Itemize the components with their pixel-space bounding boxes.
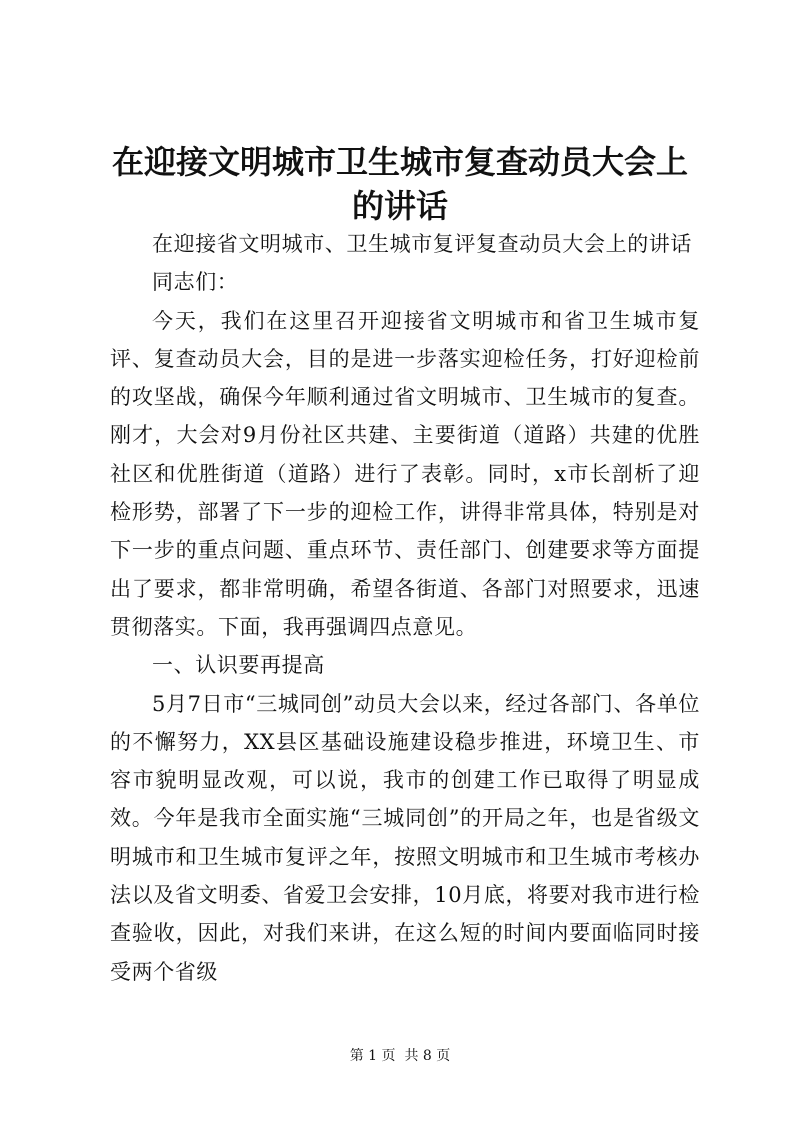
- body-paragraph: 5月7日市“三城同创”动员大会以来，经过各部门、各单位的不懈努力，XX县区基础设施建设稳步推进，环境卫生、市容市貌明显改观，可以说，我市的创建工作已取得了明显成效。今年是我市全面实施“三城同创”的开局之年，也是省级文明城市和卫生城市复评之年，按照文明城市和卫生城市考核办法以及省文明委、省爱卫会安排，10月底，将要对我市进行检查验收，因此，对我们来讲，在这么短的时间内要面临同时接受两个省级: [110, 691, 700, 984]
- page-number: 第 1 页 共 8 页: [349, 1048, 451, 1064]
- body-paragraph: 今天，我们在这里召开迎接省文明城市和省卫生城市复评、复查动员大会，目的是进一步落实迎检任务，打好迎检前的攻坚战，确保今年顺利通过省文明城市、卫生城市的复查。刚才，大会对9月份社区共建、主要街道（道路）共建的优胜社区和优胜街道（道路）进行了表彰。同时，x市长剖析了迎检形势，部署了下一步的迎检工作，讲得非常具体，特别是对下一步的重点问题、重点环节、责任部门、创建要求等方面提出了要求，都非常明确，希望各街道、各部门对照要求，迅速贯彻落实。下面，我再强调四点意见。: [110, 308, 700, 639]
- section-heading: 一、认识要再提高: [152, 653, 325, 678]
- salutation: 同志们：: [152, 270, 239, 295]
- document-title: 在迎接文明城市卫生城市复查动员大会上的讲话: [111, 143, 688, 225]
- speech-subtitle: 在迎接省文明城市、卫生城市复评复查动员大会上的讲话: [152, 232, 692, 256]
- document-body: [110, 225, 700, 991]
- page-footer: [0, 1046, 800, 1066]
